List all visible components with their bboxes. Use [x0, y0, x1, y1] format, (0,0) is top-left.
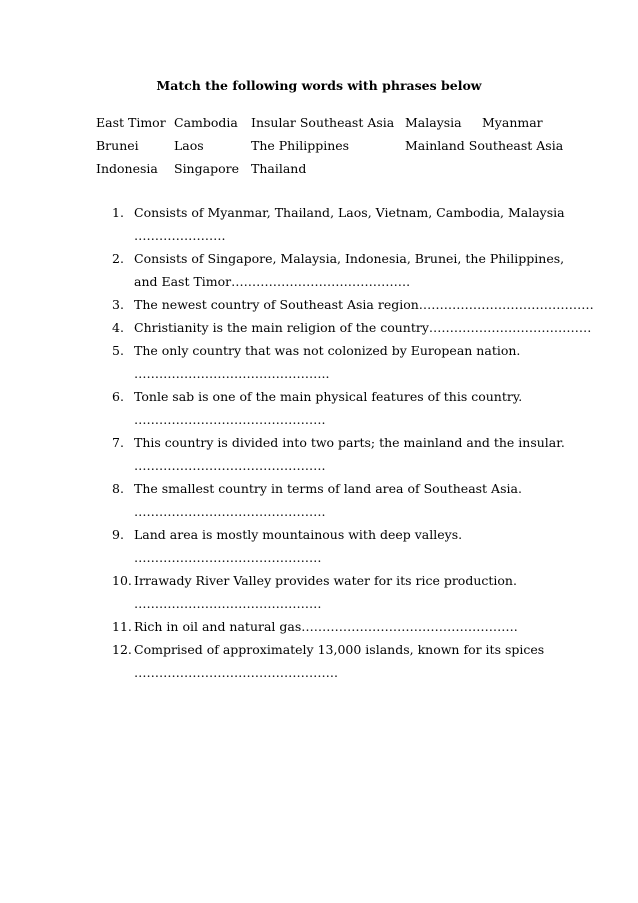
question-item [112, 527, 612, 550]
question-number: 9. [112, 527, 124, 542]
question-number: 4. [112, 320, 124, 335]
question-text: Christianity is the main religion of the country………………………………… [134, 320, 592, 335]
worksheet-title: Match the following words with phrases below [156, 78, 482, 93]
question-item [112, 343, 612, 366]
answer-blank-dots: ……………………………………… [134, 596, 322, 611]
word-bank-item: Brunei [96, 138, 139, 153]
question-number: 11. [112, 619, 132, 634]
question-text: Consists of Singapore, Malaysia, Indonesia, Brunei, the Philippines, [134, 251, 565, 266]
question-item [112, 389, 612, 412]
question-item [112, 435, 612, 458]
question-item [112, 251, 612, 274]
answer-blank [112, 665, 612, 688]
answer-blank [112, 366, 612, 389]
question-text: The newest country of Southeast Asia region…………………………………… [134, 297, 594, 312]
question-number: 6. [112, 389, 124, 404]
word-bank-item: Thailand [251, 161, 307, 176]
question-text: This country is divided into two parts; the mainland and the insular. [134, 435, 565, 450]
word-bank-item: Indonesia [96, 161, 158, 176]
answer-blank [112, 550, 612, 573]
word-bank-item: Cambodia [174, 115, 238, 130]
answer-blank [112, 458, 612, 481]
word-bank-item: The Philippines [251, 138, 350, 153]
question-list [112, 205, 612, 688]
question-item [112, 481, 612, 504]
question-text: Land area is mostly mountainous with deep valleys. [134, 527, 463, 542]
word-bank-item: Mainland Southeast Asia [405, 138, 564, 153]
answer-blank [112, 596, 612, 619]
question-item [112, 297, 612, 320]
question-number: 10. [112, 573, 132, 588]
question-item [112, 642, 612, 665]
answer-blank-dots: …………………………………………. [134, 665, 338, 680]
word-bank-item: Malaysia [405, 115, 462, 130]
question-text: The smallest country in terms of land area of Southeast Asia. [134, 481, 522, 496]
question-text: The only country that was not colonized by European nation. [134, 343, 521, 358]
answer-blank-dots: ………………………………………. [134, 412, 326, 427]
question-number: 7. [112, 435, 124, 450]
question-text: Tonle sab is one of the main physical features of this country. [134, 389, 523, 404]
question-text: Consists of Myanmar, Thailand, Laos, Vietnam, Cambodia, Malaysia [134, 205, 565, 220]
word-bank-item: Singapore [174, 161, 239, 176]
answer-blank-dots: ……………………………………….. [134, 366, 330, 381]
answer-blank [112, 504, 612, 527]
question-text: Rich in oil and natural gas……………………………………………. [134, 619, 518, 634]
answer-blank-dots: ……………………………………… [134, 550, 322, 565]
question-number: 5. [112, 343, 124, 358]
question-text: Comprised of approximately 13,000 islands, known for its spices [134, 642, 545, 657]
answer-blank-dots: ………………………………………. [134, 458, 326, 473]
word-bank-item: East Timor [96, 115, 166, 130]
answer-blank-dots: …………………. [134, 228, 226, 243]
question-number: 8. [112, 481, 124, 496]
word-bank-item: Myanmar [482, 115, 543, 130]
question-number: 2. [112, 251, 124, 266]
question-number: 12. [112, 642, 132, 657]
word-bank-item: Laos [174, 138, 204, 153]
answer-blank-dots: ………………………………………. [134, 504, 326, 519]
question-text: Irrawady River Valley provides water for its rice production. [134, 573, 517, 588]
question-item [112, 205, 612, 228]
question-item [112, 573, 612, 596]
answer-blank [112, 412, 612, 435]
question-item [112, 619, 612, 642]
question-continuation [112, 274, 612, 297]
question-number: 1. [112, 205, 124, 220]
word-bank-item: Insular Southeast Asia [251, 115, 395, 130]
question-number: 3. [112, 297, 124, 312]
question-text-continued: and East Timor……………………………………. [134, 274, 411, 289]
question-item [112, 320, 612, 343]
answer-blank [112, 228, 612, 251]
